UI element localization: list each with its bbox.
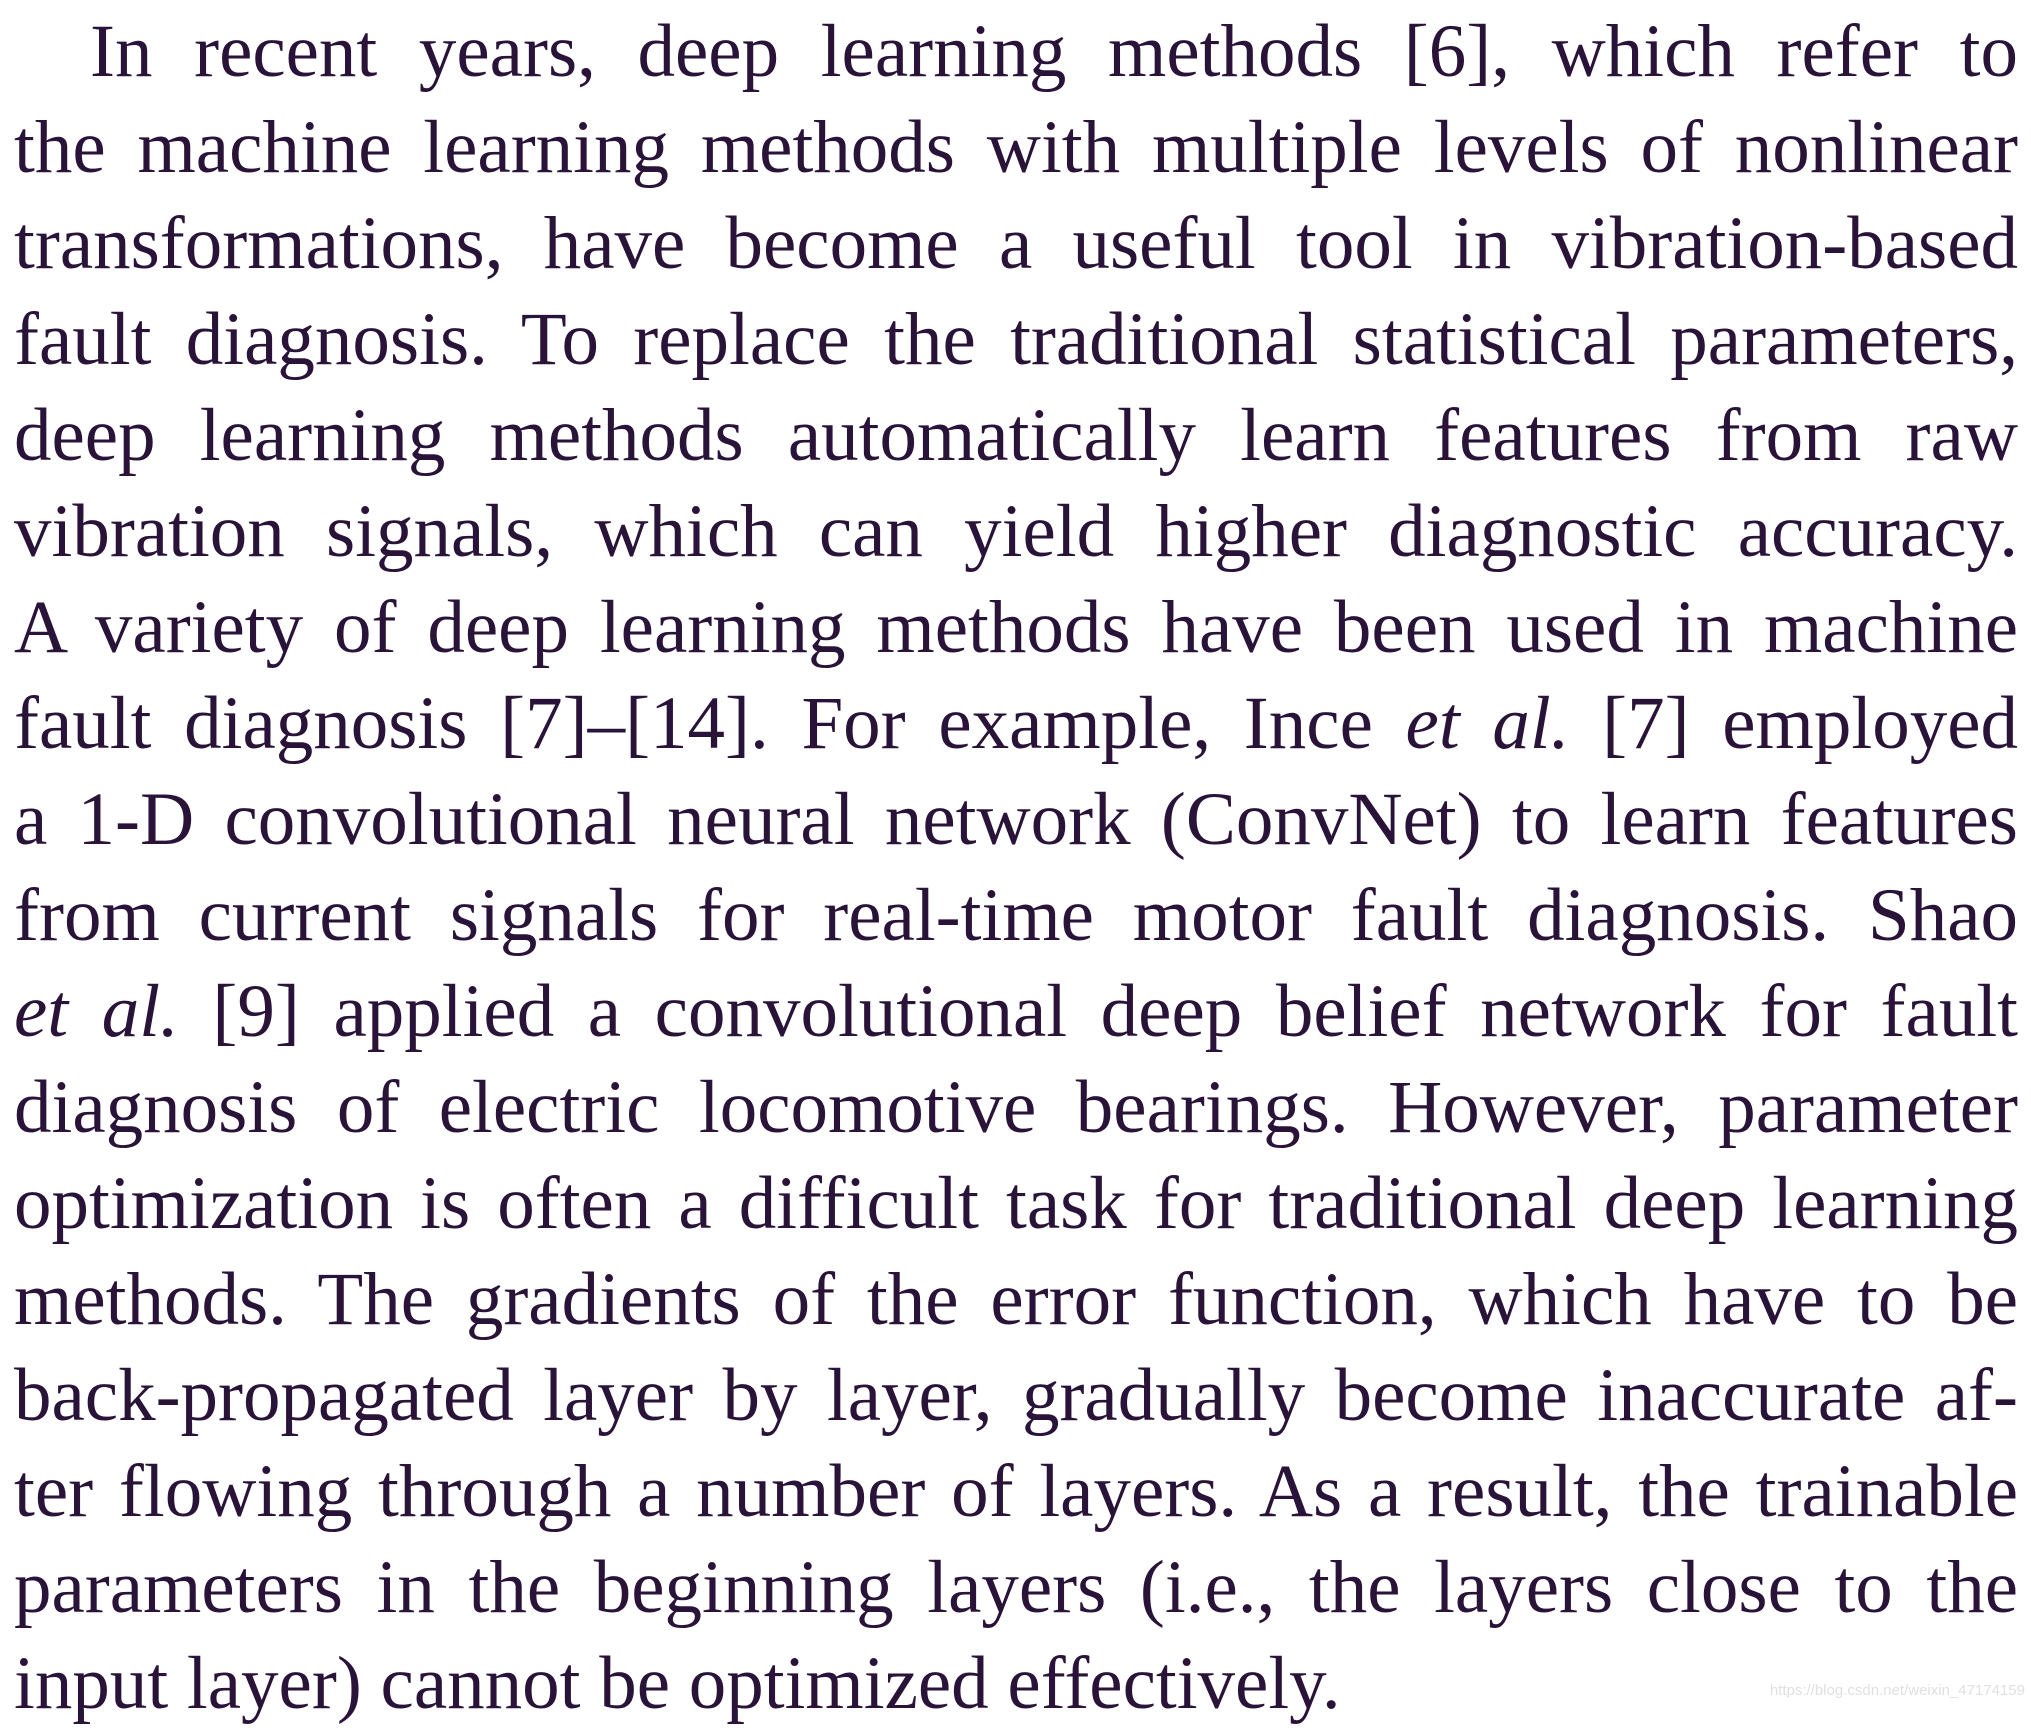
text-line: input layer) cannot be optimized effectively. — [14, 1642, 1341, 1725]
text-line: the machine learning methods with multiple levels of nonlinear — [14, 106, 2018, 189]
text-line: vibration signals, which can yield higher diagnostic accuracy. — [14, 490, 2018, 573]
text-line: parameters in the beginning layers (i.e., the layers close to the — [14, 1546, 2018, 1629]
italic-citation: et al. — [14, 970, 179, 1053]
body-paragraph — [14, 4, 2018, 1732]
text-line — [14, 676, 2018, 772]
line-text-before: fault diagnosis [7]–[14]. For example, Ince — [14, 682, 1406, 765]
text-line: from current signals for real-time motor fault diagnosis. Shao — [14, 874, 2018, 957]
text-line: A variety of deep learning methods have been used in machine — [14, 586, 2018, 669]
text-line: optimization is often a difficult task for traditional deep learning — [14, 1162, 2018, 1245]
text-line: back-propagated layer by layer, gradually become inaccurate af- — [14, 1354, 2018, 1437]
line-text-after: [9] applied a convolutional deep belief network for fault — [178, 970, 2018, 1053]
text-line — [14, 964, 2018, 1060]
watermark-url: https://blog.csdn.net/weixin_47174159 — [1769, 1682, 2025, 1699]
line-text-after: [7] employed — [1569, 682, 2019, 765]
text-line: In recent years, deep learning methods [6], which refer to — [90, 10, 2018, 93]
text-line: deep learning methods automatically learn features from raw — [14, 394, 2018, 477]
text-line: transformations, have become a useful tool in vibration-based — [14, 202, 2018, 285]
text-line: fault diagnosis. To replace the traditional statistical parameters, — [14, 298, 2018, 381]
text-line: methods. The gradients of the error function, which have to be — [14, 1258, 2018, 1341]
text-line: a 1-D convolutional neural network (ConvNet) to learn features — [14, 778, 2018, 861]
text-line: diagnosis of electric locomotive bearings. However, parameter — [14, 1066, 2018, 1149]
text-line: ter flowing through a number of layers. As a result, the trainable — [14, 1450, 2018, 1533]
italic-citation: et al. — [1405, 682, 1570, 765]
